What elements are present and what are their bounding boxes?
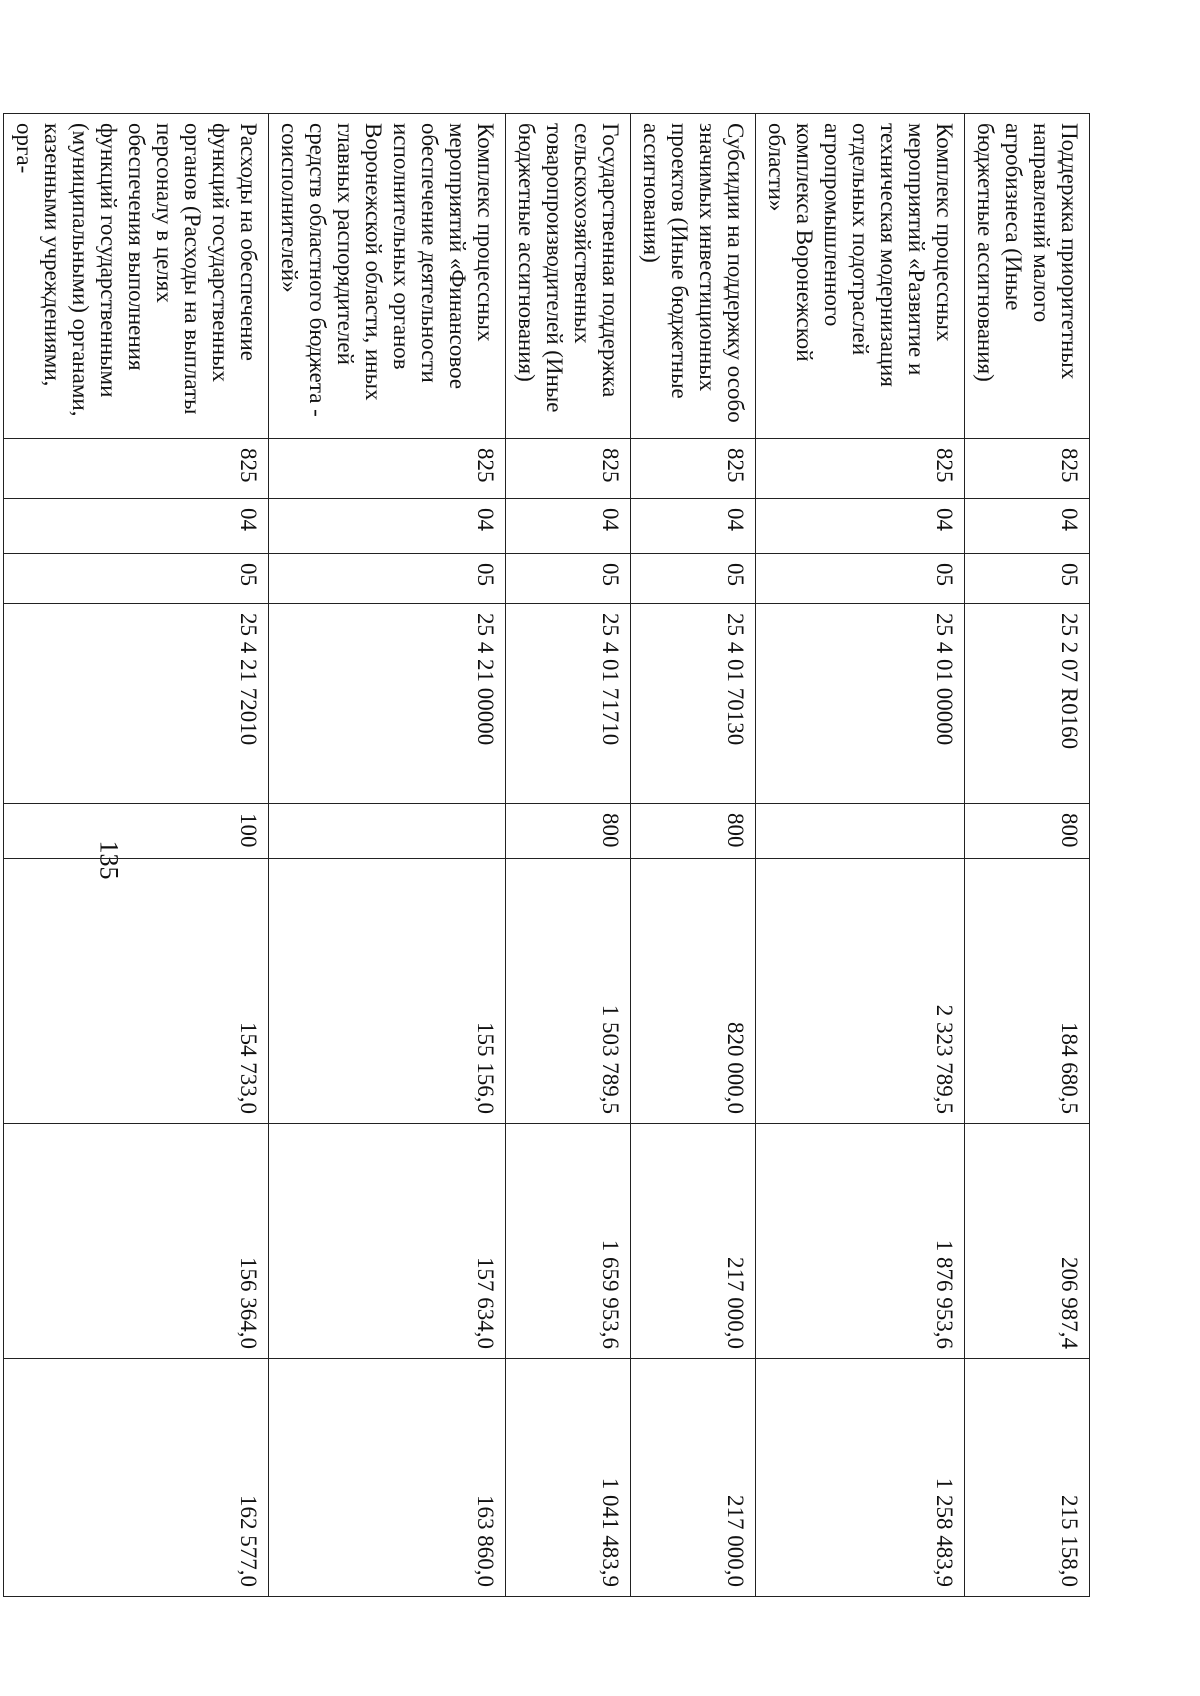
expense-type-code: 800 [506, 804, 631, 859]
expense-type-code: 800 [631, 804, 756, 859]
section-code: 04 [631, 499, 756, 554]
expense-type-code [756, 804, 965, 859]
table-row [631, 114, 756, 1597]
target-code: 25 4 01 70130 [631, 604, 756, 804]
amount-3: 1 041 483,9 [506, 1359, 631, 1597]
section-code: 04 [506, 499, 631, 554]
amount-2: 156 364,0 [4, 1124, 269, 1359]
amount-3: 162 577,0 [4, 1359, 269, 1597]
amount-3: 163 860,0 [269, 1359, 506, 1597]
subsection-code: 05 [965, 554, 1090, 604]
ministry-code: 825 [756, 439, 965, 499]
subsection-code: 05 [4, 554, 269, 604]
budget-table [3, 113, 1090, 1597]
expense-type-code: 800 [965, 804, 1090, 859]
table-row [269, 114, 506, 1597]
subsection-code: 05 [269, 554, 506, 604]
amount-1: 1 503 789,5 [506, 859, 631, 1124]
section-code: 04 [269, 499, 506, 554]
row-name: Субсидии на поддержку особо значимых инвестиционных проектов (Иные бюджетные ассигнования) [631, 114, 756, 439]
target-code: 25 2 07 R0160 [965, 604, 1090, 804]
section-code: 04 [4, 499, 269, 554]
expense-type-code: 100 [4, 804, 269, 859]
table-row [965, 114, 1090, 1597]
row-name: Комплекс процессных мероприятий «Развитие и техническая модернизация отдельных подотраслей агропромышленного комплекса Воронежской области» [756, 114, 965, 439]
subsection-code: 05 [631, 554, 756, 604]
amount-2: 1 876 953,6 [756, 1124, 965, 1359]
subsection-code: 05 [756, 554, 965, 604]
target-code: 25 4 21 00000 [269, 604, 506, 804]
ministry-code: 825 [631, 439, 756, 499]
amount-2: 206 987,4 [965, 1124, 1090, 1359]
row-name: Государственная поддержка сельскохозяйственных товаропроизводителей (Иные бюджетные ассигнования) [506, 114, 631, 439]
row-name: Комплекс процессных мероприятий «Финансовое обеспечение деятельности исполнительных органов Воронежской области, иных главных распорядителей средств областного бюджета - соисполнителей» [269, 114, 506, 439]
amount-2: 157 634,0 [269, 1124, 506, 1359]
table-row [4, 114, 269, 1597]
ministry-code: 825 [269, 439, 506, 499]
table-row [506, 114, 631, 1597]
amount-1: 820 000,0 [631, 859, 756, 1124]
target-code: 25 4 21 72010 [4, 604, 269, 804]
table-row [756, 114, 965, 1597]
amount-2: 1 659 953,6 [506, 1124, 631, 1359]
row-name: Поддержка приоритетных направлений малого агробизнеса (Иные бюджетные ассигнования) [965, 114, 1090, 439]
amount-3: 215 158,0 [965, 1359, 1090, 1597]
amount-3: 1 258 483,9 [756, 1359, 965, 1597]
expense-type-code [269, 804, 506, 859]
amount-1: 155 156,0 [269, 859, 506, 1124]
section-code: 04 [756, 499, 965, 554]
target-code: 25 4 01 00000 [756, 604, 965, 804]
amount-3: 217 000,0 [631, 1359, 756, 1597]
ministry-code: 825 [965, 439, 1090, 499]
ministry-code: 825 [4, 439, 269, 499]
amount-2: 217 000,0 [631, 1124, 756, 1359]
amount-1: 2 323 789,5 [756, 859, 965, 1124]
row-name: Расходы на обеспечение функций государственных органов (Расходы на выплаты персоналу в целях обеспечения выполнения функций государственными (муниципальными) органами, казенными учреждениями, орга- [4, 114, 269, 439]
ministry-code: 825 [506, 439, 631, 499]
target-code: 25 4 01 71710 [506, 604, 631, 804]
subsection-code: 05 [506, 554, 631, 604]
page-number-text: 135 [94, 840, 123, 880]
section-code: 04 [965, 499, 1090, 554]
amount-1: 184 680,5 [965, 859, 1090, 1124]
amount-1: 154 733,0 [4, 859, 269, 1124]
